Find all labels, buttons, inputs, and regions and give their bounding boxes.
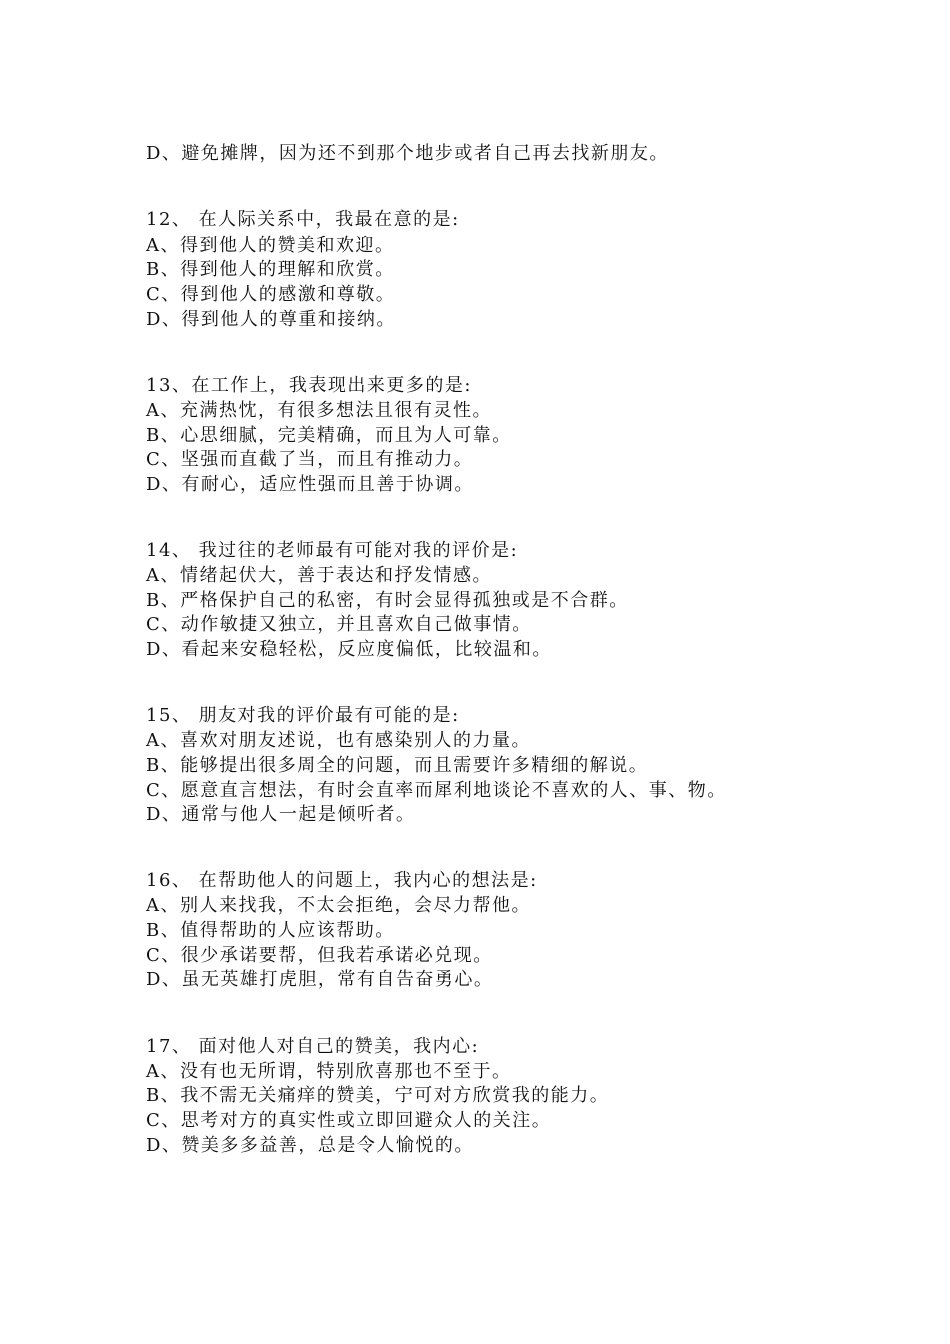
option-14-c: C、动作敏捷又独立，并且喜欢自己做事情。 [146,614,532,635]
option-17-c: C、思考对方的真实性或立即回避众人的关注。 [146,1110,552,1131]
option-13-c: C、坚强而直截了当，而且有推动力。 [146,449,474,470]
question-13-title: 13、在工作上，我表现出来更多的是: [146,375,472,396]
option-12-c: C、得到他人的感激和尊敬。 [146,284,396,305]
question-15-title: 15、 朋友对我的评价最有可能的是: [146,705,460,726]
option-13-d: D、有耐心，适应性强而且善于协调。 [146,474,474,495]
option-16-c: C、很少承诺要帮，但我若承诺必兑现。 [146,945,493,966]
option-15-c: C、愿意直言想法，有时会直率而犀利地谈论不喜欢的人、事、物。 [146,780,727,801]
option-15-a: A、喜欢对朋友述说，也有感染别人的力量。 [146,730,531,751]
option-14-a: A、情绪起伏大，善于表达和抒发情感。 [146,565,492,586]
question-17-title: 17、 面对他人对自己的赞美，我内心: [146,1036,480,1057]
option-12-a: A、得到他人的赞美和欢迎。 [146,235,395,256]
option-16-d: D、虽无英雄打虎胆，常有自告奋勇心。 [146,969,494,990]
option-17-b: B、我不需无关痛痒的赞美，宁可对方欣赏我的能力。 [146,1085,610,1106]
option-16-b: B、值得帮助的人应该帮助。 [146,920,395,941]
option-12-b: B、得到他人的理解和欣赏。 [146,259,395,280]
option-15-b: B、能够提出很多周全的问题，而且需要许多精细的解说。 [146,755,649,776]
option-17-d: D、赞美多多益善，总是令人愉悦的。 [146,1135,474,1156]
option-15-d: D、通常与他人一起是倾听者。 [146,804,416,825]
question-16-title: 16、 在帮助他人的问题上，我内心的想法是: [146,870,538,891]
option-11-d: D、避免摊牌，因为还不到那个地步或者自己再去找新朋友。 [146,143,669,164]
question-14-title: 14、 我过往的老师最有可能对我的评价是: [146,540,519,561]
option-12-d: D、得到他人的尊重和接纳。 [146,309,396,330]
option-13-b: B、心思细腻，完美精确，而且为人可靠。 [146,425,512,446]
option-14-d: D、看起来安稳轻松，反应度偏低，比较温和。 [146,639,552,660]
option-14-b: B、严格保护自己的私密，有时会显得孤独或是不合群。 [146,590,629,611]
option-13-a: A、充满热忱，有很多想法且很有灵性。 [146,400,492,421]
option-16-a: A、别人来找我，不太会拒绝，会尽力帮他。 [146,895,531,916]
option-17-a: A、没有也无所谓，特别欣喜那也不至于。 [146,1061,512,1082]
question-12-title: 12、 在人际关系中，我最在意的是: [146,209,460,230]
